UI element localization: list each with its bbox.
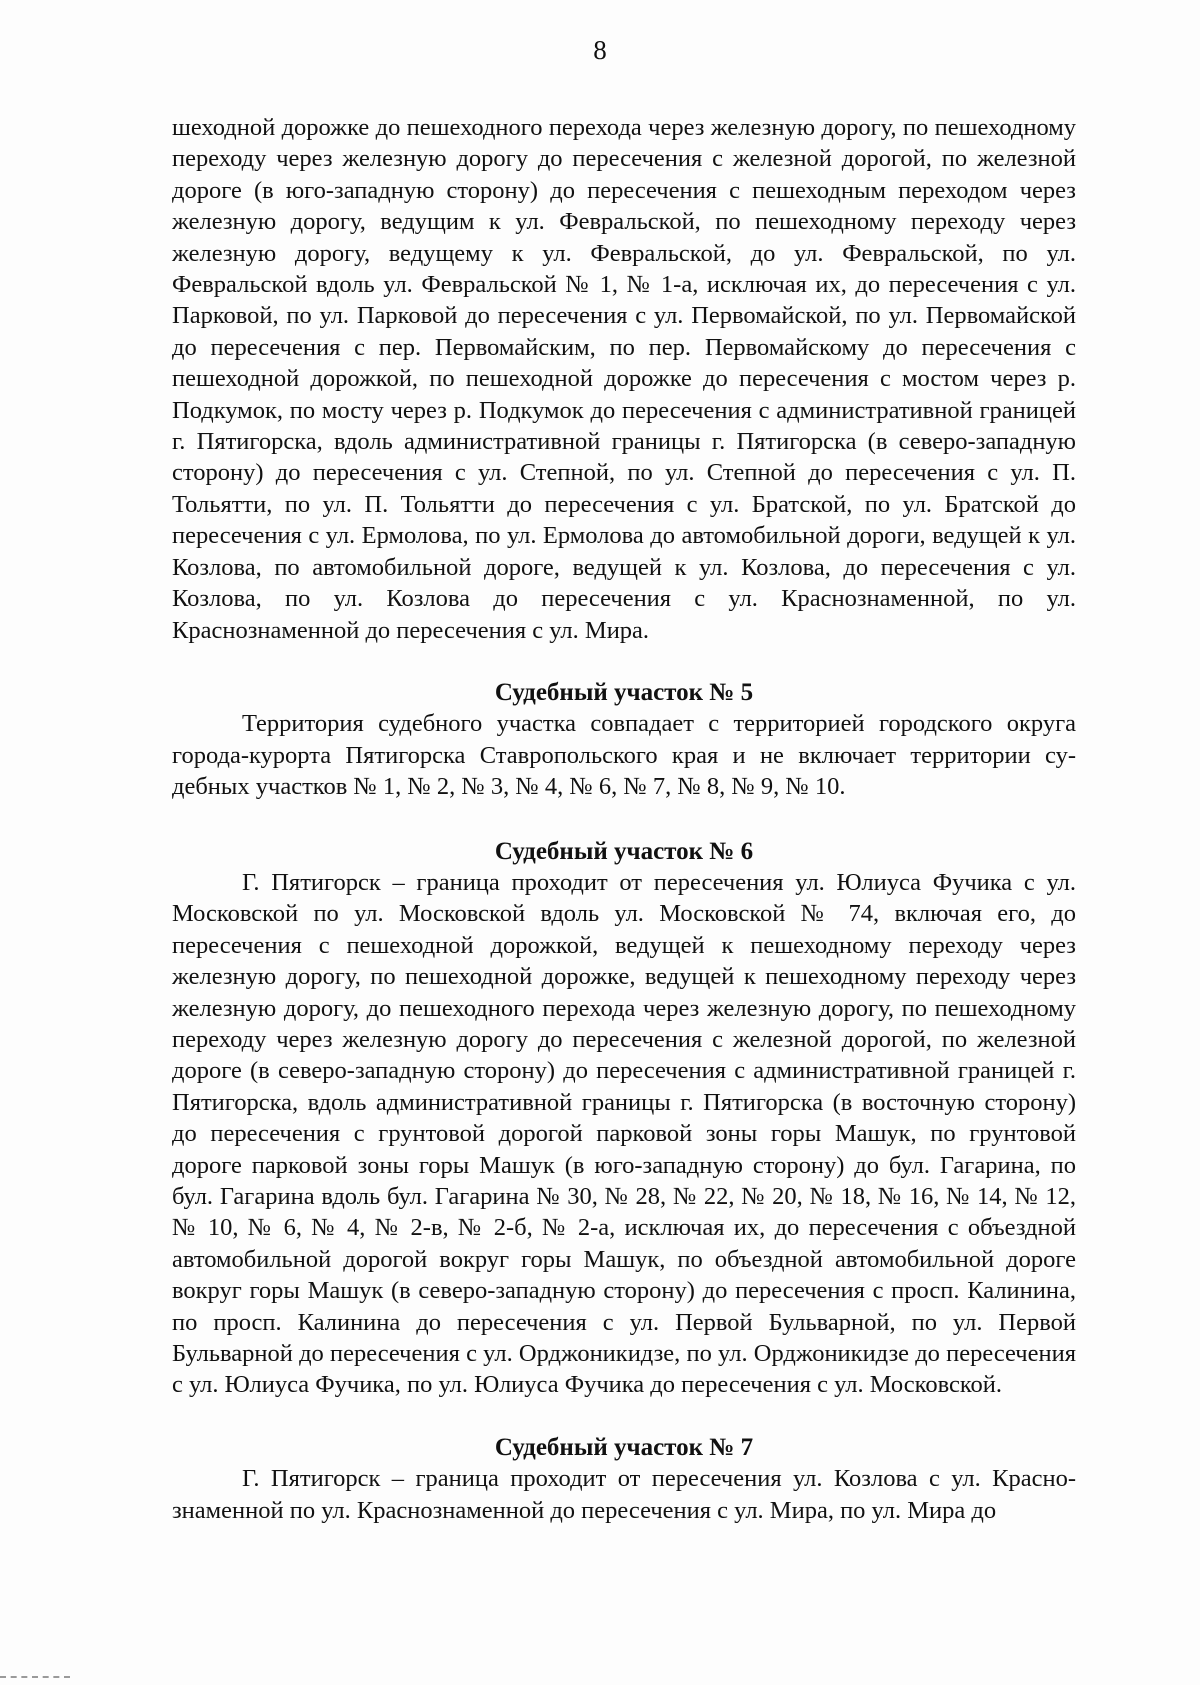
section-heading-5: Судебный участок № 5 [494,678,754,706]
continuation-paragraph: шеходной дорожке до пешеходного перехода через железную дорогу, по пешеходному переходу через железную дорогу до пересечения с железной дорогой, по железной дороге (в юго-западную сторону) до пересечения с пешеходным переходом через железную дорогу, ведущим к ул. Февральской, по пешеходному переходу через железную дорогу, ведущему к ул. Февральской, до ул. Февральской, по ул. Февральской вдоль ул. Февральской № 1, № 1-а, исключая их, до пересечения с ул. Парковой, по ул. Парковой до пересечения с ул. Первомайской, по ул. Первомайской до пересечения с пер. Первомайским, по пер. Первомайскому до пересечения с пешеходной дорожкой, по пешеходной дорожке до пересечения с мостом через р. Подкумок, по мосту через р. Подкумок до пересечения с административной границей г. Пятигорска, вдоль административной границы г. Пятигорска (в северо-западную сторону) до пересечения с ул. Степной, по ул. Степной до пересечения с ул. П. Тольятти, по ул. П. Тольятти до пересечения с ул. Братской, по ул. Братской до пересечения с ул. Ермолова, по ул. Ермолова до автомобильной дороги, ведущей к ул. Козлова, по автомобильной дороге, ведущей к ул. Козлова, до пересечения с ул. Козлова, по ул. Козлова до пересечения с ул. Краснознаменной, по ул. Краснознаменной до пересечения с ул. Мира. [172,114,1076,644]
section-heading-6: Судебный участок № 6 [494,837,754,865]
document-body [172,112,1076,1526]
section-text-7: Г. Пятигорск – граница проходит от пересечения ул. Козлова с ул. Краснознаменной по ул. Краснознаменной до пересечения с ул. Мира, по ул. Мира до [172,1465,1076,1524]
section-heading-7: Судебный участок № 7 [494,1433,754,1461]
section-text-6: Г. Пятигорск – граница проходит от пересечения ул. Юлиуса Фучика с ул. Московской по ул. Московской вдоль ул. Московской № 74, включая его, до пересечения с пешеходной дорожкой, ведущей к пешеходному переходу через железную дорогу, по пешеходной дорожке, ведущей к пешеходному переходу через железную дорогу, до пешеходного перехода через железную дорогу, по пешеходному переходу через железную дорогу до пересечения с железной дорогой, по железной дороге (в северо-западную сторону) до пересечения с административной границей г. Пятигорска, вдоль административной границы г. Пятигорска (в восточную сторону) до пересечения с грунтовой дорогой парковой зоны горы Машук, по грунтовой дороге парковой зоны горы Машук (в юго-западную сторону) до бул. Гагарина, по бул. Гагарина вдоль бул. Гагарина № 30, № 28, № 22, № 20, № 18, № 16, № 14, № 12, № 10, № 6, № 4, № 2-в, № 2-б, № 2-а, исключая их, до пересечения с объездной автомобильной дорогой вокруг горы Машук, по объездной автомобильной дороге вокруг горы Машук (в северо-западную сторону) до пересечения с просп. Калинина, по просп. Калинина до пересечения с ул. Первой Бульварной, по ул. Первой Бульварной до пересечения с ул. Орджоникидзе, по ул. Орджоникидзе до пересечения с ул. Юлиуса Фучика, по ул. Юлиуса Фучика до пересечения с ул. Московской. [172,868,1076,1399]
section-spacer [172,646,1076,677]
scan-edge-mark [0,1676,70,1681]
section-text-5: Территория судебного участка совпадает с территорией городского округа города-курорта Пятигорска Ставропольского края и не включает территории судебных участков № 1, № 2, № 3, № 4, № 6, № 7, № 8, № 9, № 10. [172,710,1076,801]
section-spacer [172,1401,1076,1432]
section-spacer [172,803,1076,836]
page-number: 8 [593,35,607,65]
